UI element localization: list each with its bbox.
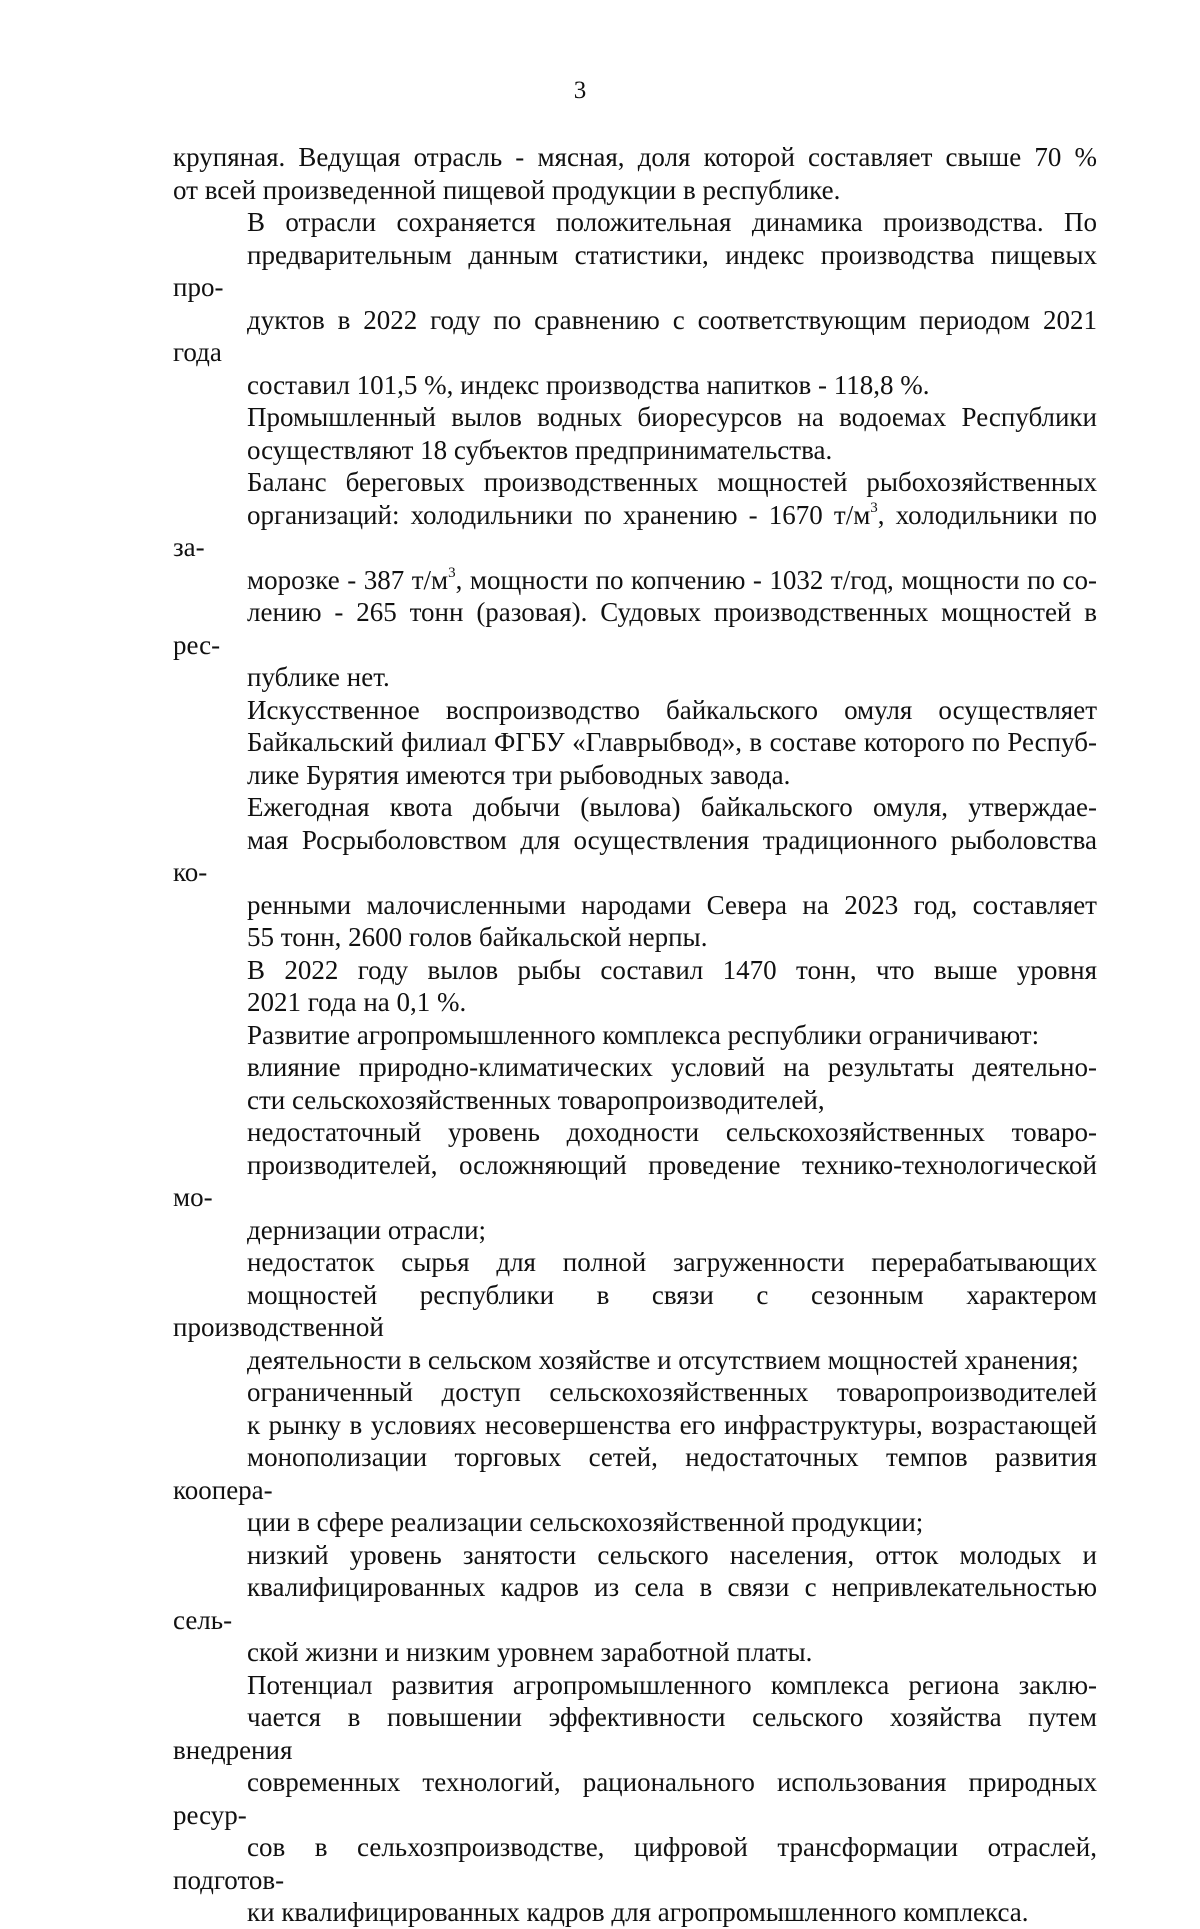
text-line: сов в сельхозпроизводстве, цифровой трансформации отраслей, подготов- [173, 1832, 1097, 1895]
paragraph [173, 791, 1097, 954]
text-line: 55 тонн, 2600 голов байкальской нерпы. [247, 922, 708, 952]
text-line: Баланс береговых производственных мощностей рыбохозяйственных [247, 467, 1097, 497]
paragraph [173, 1539, 1097, 1669]
paragraph [173, 206, 1097, 401]
text-line: к рынку в условиях несовершенства его инфраструктуры, возрастающей [247, 1409, 1097, 1440]
paragraph [173, 1669, 1097, 1929]
page-number: 3 [573, 77, 587, 104]
text-line: 2021 года на 0,1 %. [247, 987, 467, 1017]
text-line: квалифицированных кадров из села в связи с непривлекательностью сель- [173, 1572, 1097, 1635]
text-line: сти сельскохозяйственных товаропроизводителей, [247, 1084, 825, 1115]
paragraph [173, 401, 1097, 466]
text-line: недостаточный уровень доходности сельскохозяйственных товаро- [247, 1117, 1097, 1147]
paragraph [173, 1246, 1097, 1376]
text-line: составил 101,5 %, индекс производства напитков - 118,8 %. [247, 369, 930, 400]
text-line: лению - 265 тонн (разовая). Судовых производственных мощностей в рес- [173, 597, 1097, 660]
text-line: ренными малочисленными народами Севера на 2023 год, составляет [247, 889, 1097, 920]
text-line: дуктов в 2022 году по сравнению с соответствующим периодом 2021 года [173, 304, 1097, 367]
text-line: ограниченный доступ сельскохозяйственных товаропроизводителей [247, 1377, 1097, 1407]
text-line: крупяная. Ведущая отрасль - мясная, доля которой составляет свыше 70 % [173, 142, 1097, 172]
text-line: В отрасли сохраняется положительная динамика производства. По [247, 207, 1097, 237]
text-line: Развитие агропромышленного комплекса республики ограничивают: [247, 1019, 1040, 1050]
paragraph [173, 694, 1097, 792]
text-line: мая Росрыболовством для осуществления традиционного рыболовства ко- [173, 824, 1097, 887]
text-line: ки квалифицированных кадров для агропромышленного комплекса. [247, 1897, 1029, 1927]
text-line: организаций: холодильники по хранению - 1670 $т/м^3$, холодильники по за- [173, 499, 1097, 562]
text-line: предварительным данным статистики, индекс производства пищевых про- [173, 239, 1097, 302]
body-text [173, 141, 1097, 1929]
paragraph [173, 1376, 1097, 1539]
text-line: Промышленный вылов водных биоресурсов на водоемах Республики [247, 402, 1097, 432]
text-line: Потенциал развития агропромышленного комплекса региона заклю- [247, 1669, 1097, 1700]
text-line: недостаток сырья для полной загруженности перерабатывающих [247, 1247, 1097, 1277]
text-line: Ежегодная квота добычи (вылова) байкальского омуля, утверждае- [247, 792, 1097, 822]
text-line: ской жизни и низким уровнем заработной платы. [247, 1637, 813, 1667]
text-line: лике Бурятия имеются три рыбоводных завода. [247, 759, 791, 790]
text-line: чается в повышении эффективности сельского хозяйства путем внедрения [173, 1702, 1097, 1765]
text-line: Байкальский филиал ФГБУ «Главрыбвод», в составе которого по Респуб- [247, 727, 1097, 757]
paragraph [173, 1019, 1097, 1052]
text-line: осуществляют 18 субъектов предпринимательства. [247, 434, 833, 465]
paragraph [173, 141, 1097, 206]
text-line: от всей произведенной пищевой продукции в республике. [173, 174, 841, 205]
text-line: деятельности в сельском хозяйстве и отсутствием мощностей хранения; [247, 1344, 1079, 1375]
text-line: морозке - 387 $т/м^3$, мощности по копчению - 1032 т/год, мощности по со- [247, 564, 1097, 595]
text-line: монополизации торговых сетей, недостаточных темпов развития коопера- [173, 1442, 1097, 1505]
text-line: публике нет. [247, 662, 390, 692]
text-line: низкий уровень занятости сельского населения, отток молодых и [247, 1539, 1097, 1570]
text-line: ции в сфере реализации сельскохозяйственной продукции; [247, 1507, 924, 1537]
paragraph [173, 466, 1097, 694]
paragraph [173, 1051, 1097, 1116]
paragraph [173, 1116, 1097, 1246]
text-line: В 2022 году вылов рыбы составил 1470 тонн, что выше уровня [247, 954, 1097, 985]
paragraph [173, 954, 1097, 1019]
text-line: мощностей республики в связи с сезонным характером производственной [173, 1279, 1097, 1342]
text-line: современных технологий, рационального использования природных ресур- [173, 1767, 1097, 1830]
text-line: влияние природно-климатических условий на результаты деятельно- [247, 1052, 1097, 1082]
text-line: дернизации отрасли; [247, 1214, 487, 1245]
text-line: производителей, осложняющий проведение технико-технологической мо- [173, 1149, 1097, 1212]
text-line: Искусственное воспроизводство байкальского омуля осуществляет [247, 694, 1097, 725]
